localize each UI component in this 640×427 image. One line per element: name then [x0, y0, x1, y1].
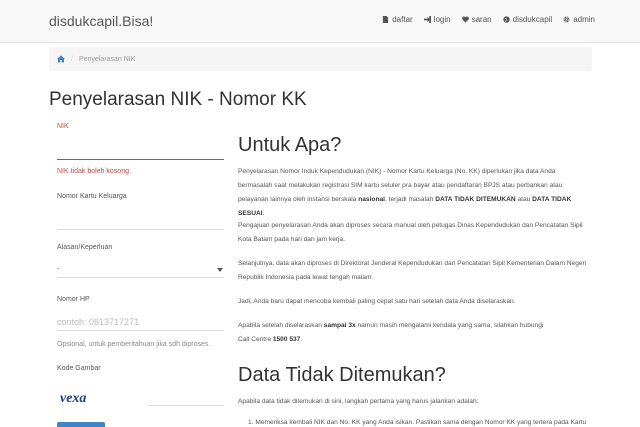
breadcrumb	[49, 47, 592, 71]
paragraph-langkah: Apabila data tidak ditemukan di sini, langkah pertama yang harus jalankan adalah:	[238, 398, 479, 405]
kk-label: Nomor Kartu Keluarga	[57, 193, 127, 200]
navbar	[0, 0, 640, 43]
captcha-text: vexa	[60, 391, 87, 406]
nav-item-saran[interactable]	[462, 15, 492, 24]
paragraph-call-centre: Apabila setelah diselaraskan sampai 3x namun masih mengalami kendala yang sama, silahkan hubungi Call Centre 1500 537.	[238, 322, 544, 343]
login-icon	[424, 16, 431, 23]
chevron-down-icon[interactable]	[217, 268, 223, 272]
heart-icon	[462, 16, 469, 23]
captcha-label: Kode Gambar	[57, 365, 101, 372]
nav-item-label: login	[433, 15, 451, 24]
nav-item-label: admin	[573, 15, 595, 24]
section-title-data-tidak-ditemukan: Data Tidak Ditemukan?	[238, 364, 446, 386]
alasan-label: Alasan/Keperluan	[57, 244, 113, 251]
captcha-input[interactable]	[148, 405, 224, 406]
breadcrumb-separator: /	[71, 55, 73, 63]
alasan-select[interactable]: -	[57, 266, 60, 273]
paragraph-selanjutnya: Selanjutnya, data akan diproses di Direktorat Jenderal Kependudukan dan Pencatatan Sipil Kementerian Dalam Negeri Republik Indonesia pada lewat tengah malam.	[238, 260, 587, 281]
paragraph-jadi: Jadi, Anda baru dapat mencoba kembali paling cepat satu hari setelah data Anda diselaraskan.	[238, 298, 516, 305]
list-item: 1. Memeriksa kembali NIK dan No. KK yang Anda isikan. Pastikan sama dengan Nomor KK yang tertera pada Kartu	[248, 419, 587, 426]
globe-icon	[503, 16, 510, 23]
home-icon[interactable]	[57, 55, 65, 63]
nik-error: NIK tidak boleh kosong.	[57, 168, 131, 175]
nav-menu	[382, 15, 595, 24]
hp-help: Opsional, untuk pemberitahuan jika sdh diproses.	[57, 341, 211, 348]
file-icon	[382, 16, 389, 23]
nik-label: NIK	[57, 123, 69, 130]
nik-input[interactable]	[57, 159, 224, 160]
submit-button[interactable]	[57, 422, 105, 427]
nav-item-daftar[interactable]	[382, 15, 412, 24]
nav-item-label: saran	[471, 15, 492, 24]
nav-item-disdukcapil[interactable]	[503, 15, 553, 24]
nav-item-label: daftar	[392, 15, 413, 24]
alasan-select-line	[57, 277, 224, 278]
hp-input-line	[57, 330, 224, 331]
brand-link[interactable]: disdukcapil.Bisa!	[49, 13, 154, 29]
gear-icon	[563, 16, 570, 23]
nav-item-admin[interactable]	[563, 15, 595, 24]
page-title: Penyelarasan NIK - Nomor KK	[49, 89, 307, 110]
paragraph-pengajuan: Pengajuan penyelarasan Anda akan diproses secara manual oleh petugas Dinas Kependudukan dan Pencatatan Sipil Kota Batam pada hari dan jam kerja.	[238, 222, 583, 243]
breadcrumb-current: Penyelarasan NIK	[78, 55, 136, 63]
nav-item-login[interactable]	[424, 15, 451, 24]
section-title-untuk-apa: Untuk Apa?	[238, 134, 342, 156]
hp-label: Nomor HP	[57, 296, 90, 303]
nav-item-label: disdukcapil	[512, 15, 553, 24]
hp-input[interactable]: contoh: 0813717271	[57, 317, 140, 327]
kk-input[interactable]	[57, 229, 224, 230]
paragraph-intro: Penyelarasan Nomor Induk Kependudukan (NIK) - Nomor Kartu Keluarga (No. KK) diperlukan jika data Anda bermasalah saat melakukan registrasi SIM kartu seluler pra bayar atau pendaftaran BPJS atau perbankan atau pelayanan lainnya oleh instansi berskala nasional, terjadi masalah DATA TIDAK DITEMUKAN atau DATA TIDAK SESUAI.	[238, 168, 572, 217]
captcha-image	[59, 388, 99, 406]
